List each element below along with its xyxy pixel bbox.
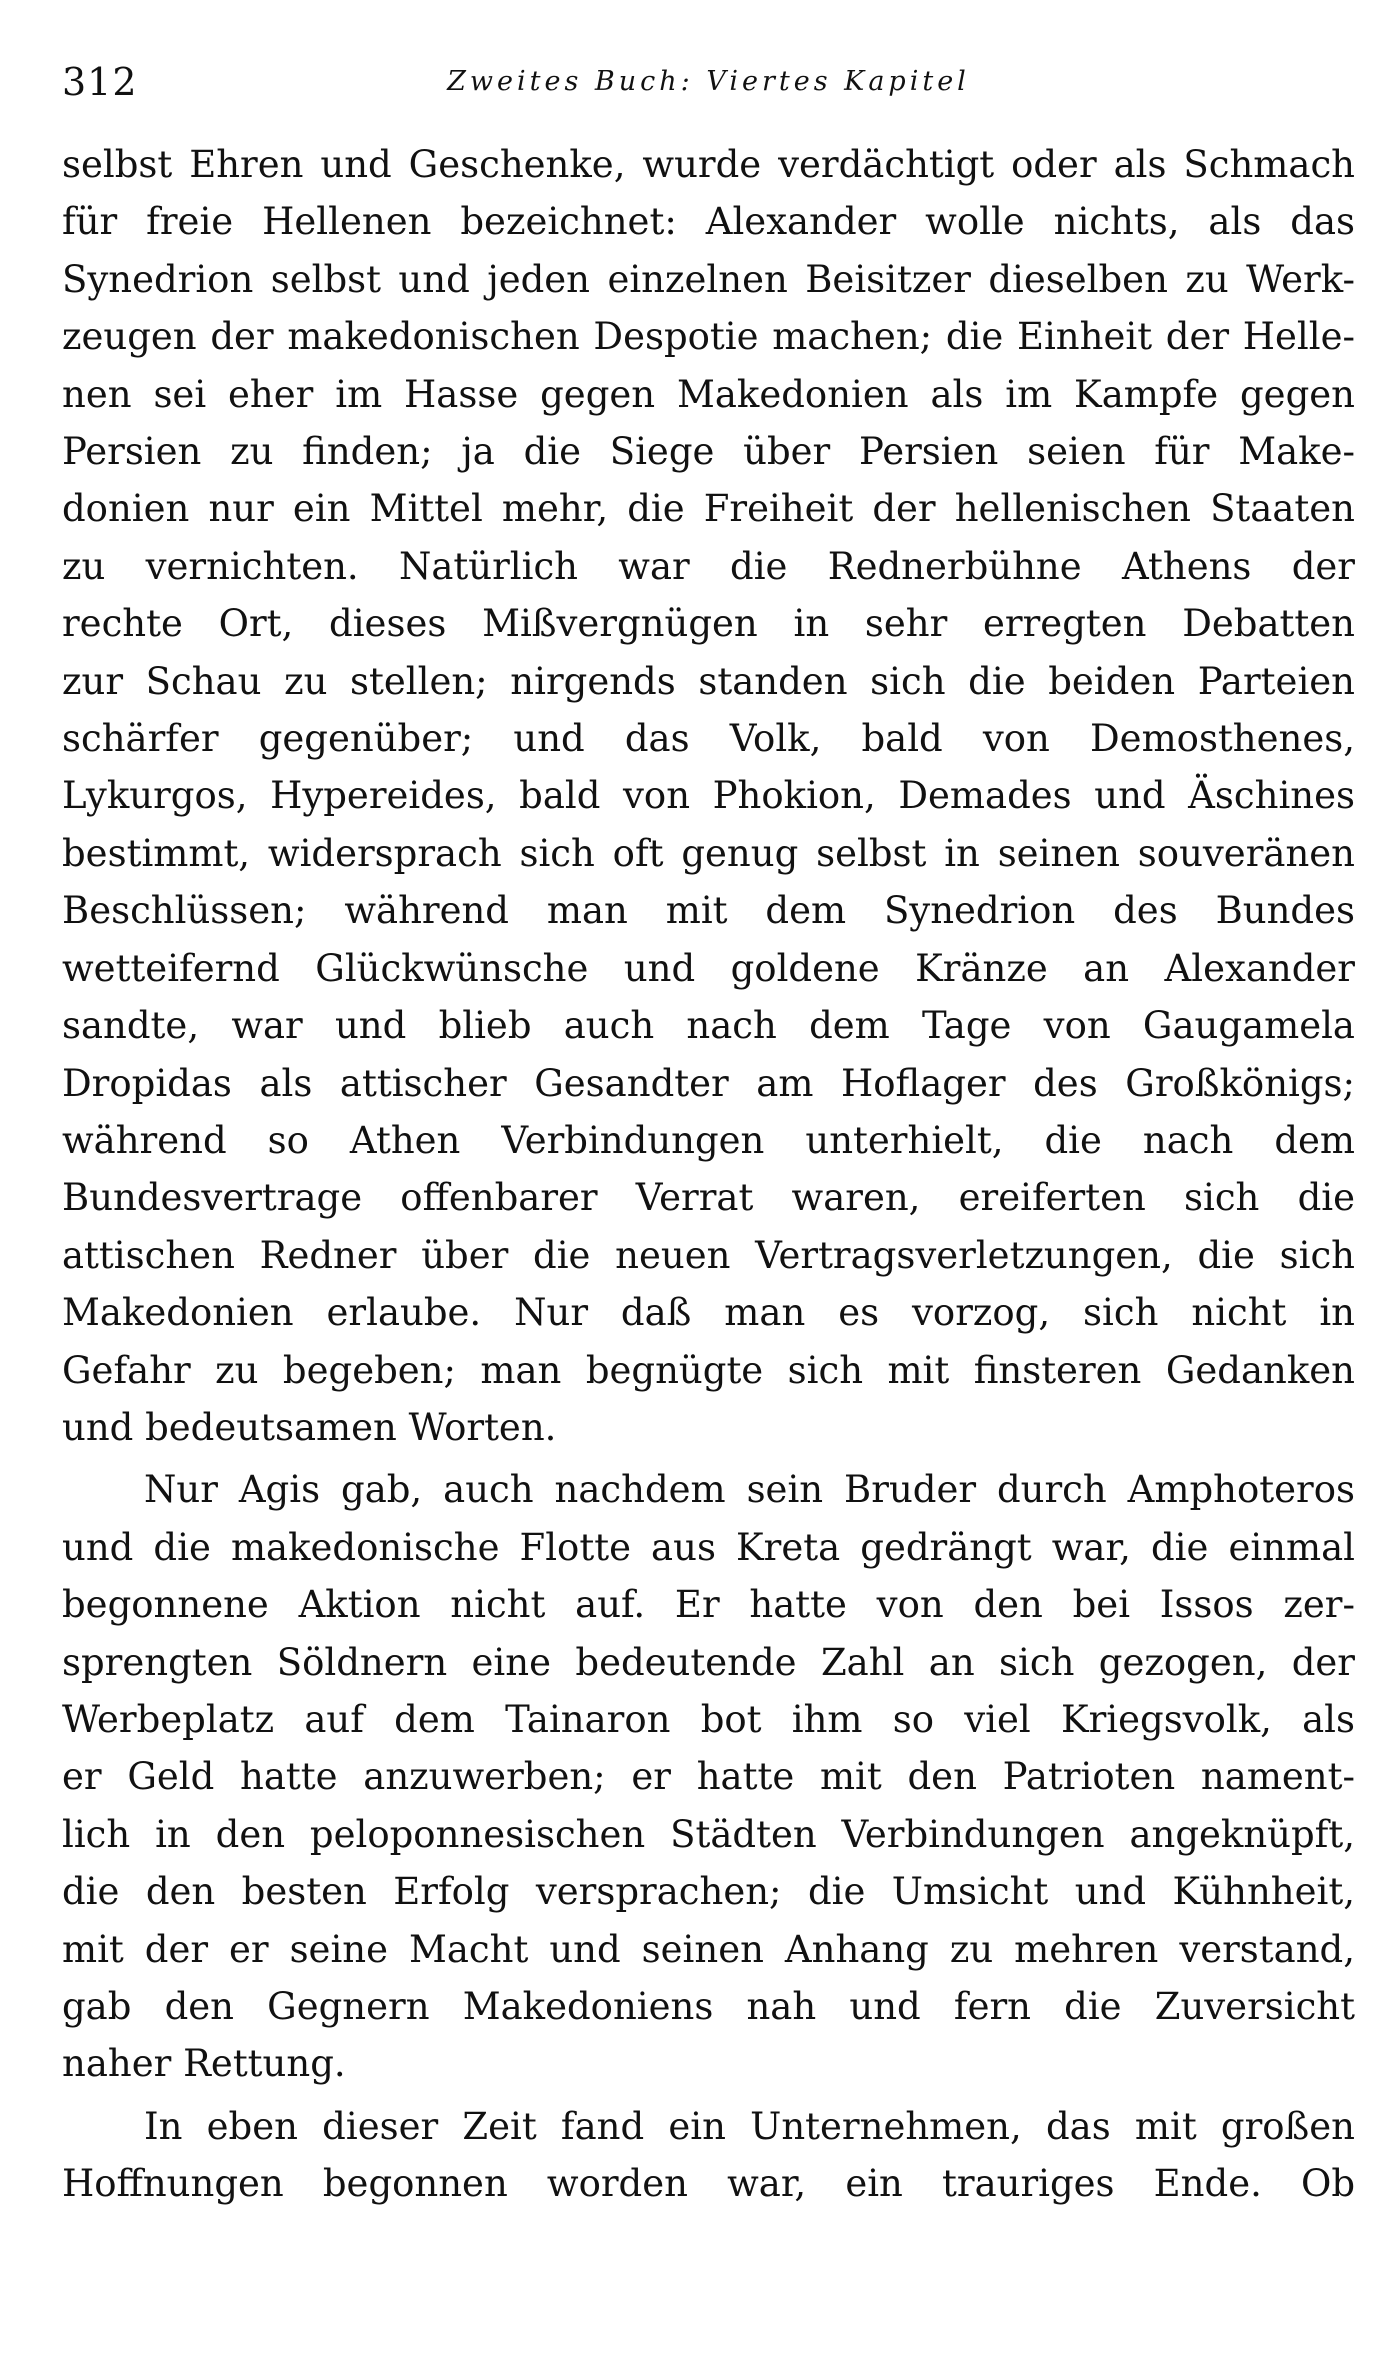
- text-line: die den besten Erfolg versprachen; die Umsicht und Kühnheit,: [62, 1870, 1355, 1914]
- text-line: begonnene Aktion nicht auf. Er hatte von den bei Issos zer-: [62, 1583, 1355, 1627]
- text-line: attischen Redner über die neuen Vertragsverletzungen, die sich: [62, 1233, 1355, 1277]
- running-title: Zweites Buch: Viertes Kapitel: [447, 66, 970, 97]
- running-head: [62, 54, 1355, 114]
- text-line: In eben dieser Zeit fand ein Unternehmen, das mit großen: [144, 2104, 1355, 2148]
- text-line: naher Rettung.: [62, 2042, 346, 2086]
- text-line: rechte Ort, dieses Mißvergnügen in sehr erregten Debatten: [62, 602, 1355, 646]
- text-line: Lykurgos, Hypereides, bald von Phokion, Demades und Äschines: [62, 774, 1355, 818]
- paragraph-3: [62, 2098, 1355, 2213]
- text-line: lich in den peloponnesischen Städten Verbindungen angeknüpft,: [62, 1812, 1355, 1856]
- body-text: [62, 136, 1355, 2213]
- text-line: sprengten Söldnern eine bedeutende Zahl an sich gezogen, der: [62, 1640, 1355, 1684]
- paragraph-2: [62, 1461, 1355, 2092]
- text-line: Makedonien erlaube. Nur daß man es vorzog, sich nicht in: [62, 1291, 1355, 1335]
- text-line: zur Schau zu stellen; nirgends standen sich die beiden Parteien: [62, 659, 1355, 703]
- text-line: zu vernichten. Natürlich war die Rednerbühne Athens der: [62, 544, 1355, 588]
- paragraph-1: [62, 136, 1355, 1456]
- text-line: sandte, war und blieb auch nach dem Tage von Gaugamela: [62, 1004, 1355, 1048]
- text-line: Dropidas als attischer Gesandter am Hoflager des Großkönigs;: [62, 1061, 1355, 1105]
- text-line: wetteifernd Glückwünsche und goldene Kränze an Alexander: [62, 946, 1355, 990]
- text-line: Hoffnungen begonnen worden war, ein trauriges Ende. Ob: [62, 2162, 1355, 2206]
- page-number: 312: [62, 60, 138, 104]
- text-line: Gefahr zu begeben; man begnügte sich mit finsteren Gedanken: [62, 1348, 1355, 1392]
- text-line: Beschlüssen; während man mit dem Synedrion des Bundes: [62, 889, 1355, 933]
- text-line: er Geld hatte anzuwerben; er hatte mit den Patrioten nament-: [62, 1755, 1355, 1799]
- text-line: für freie Hellenen bezeichnet: Alexander wolle nichts, als das: [62, 200, 1355, 244]
- text-line: Nur Agis gab, auch nachdem sein Bruder durch Amphoteros: [144, 1468, 1355, 1512]
- text-line: und bedeutsamen Worten.: [62, 1405, 557, 1449]
- text-line: zeugen der makedonischen Despotie machen; die Einheit der Helle-: [62, 315, 1355, 359]
- text-line: Synedrion selbst und jeden einzelnen Beisitzer dieselben zu Werk-: [62, 257, 1355, 301]
- text-line: selbst Ehren und Geschenke, wurde verdächtigt oder als Schmach: [62, 143, 1355, 186]
- text-line: schärfer gegenüber; und das Volk, bald von Demosthenes,: [62, 717, 1355, 761]
- text-line: nen sei eher im Hasse gegen Makedonien als im Kampfe gegen: [62, 372, 1355, 416]
- text-line: mit der er seine Macht und seinen Anhang zu mehren verstand,: [62, 1927, 1355, 1971]
- text-line: Persien zu finden; ja die Siege über Persien seien für Make-: [62, 430, 1355, 474]
- text-line: Werbeplatz auf dem Tainaron bot ihm so viel Kriegsvolk, als: [62, 1697, 1355, 1741]
- text-line: während so Athen Verbindungen unterhielt, die nach dem: [62, 1118, 1355, 1162]
- text-line: donien nur ein Mittel mehr, die Freiheit der hellenischen Staaten: [62, 487, 1355, 531]
- text-line: Bundesvertrage offenbarer Verrat waren, ereiferten sich die: [62, 1176, 1355, 1220]
- text-line: bestimmt, widersprach sich oft genug selbst in seinen souveränen: [62, 831, 1355, 875]
- text-line: gab den Gegnern Makedoniens nah und fern die Zuversicht: [62, 1985, 1355, 2028]
- text-line: und die makedonische Flotte aus Kreta gedrängt war, die einmal: [62, 1525, 1355, 1569]
